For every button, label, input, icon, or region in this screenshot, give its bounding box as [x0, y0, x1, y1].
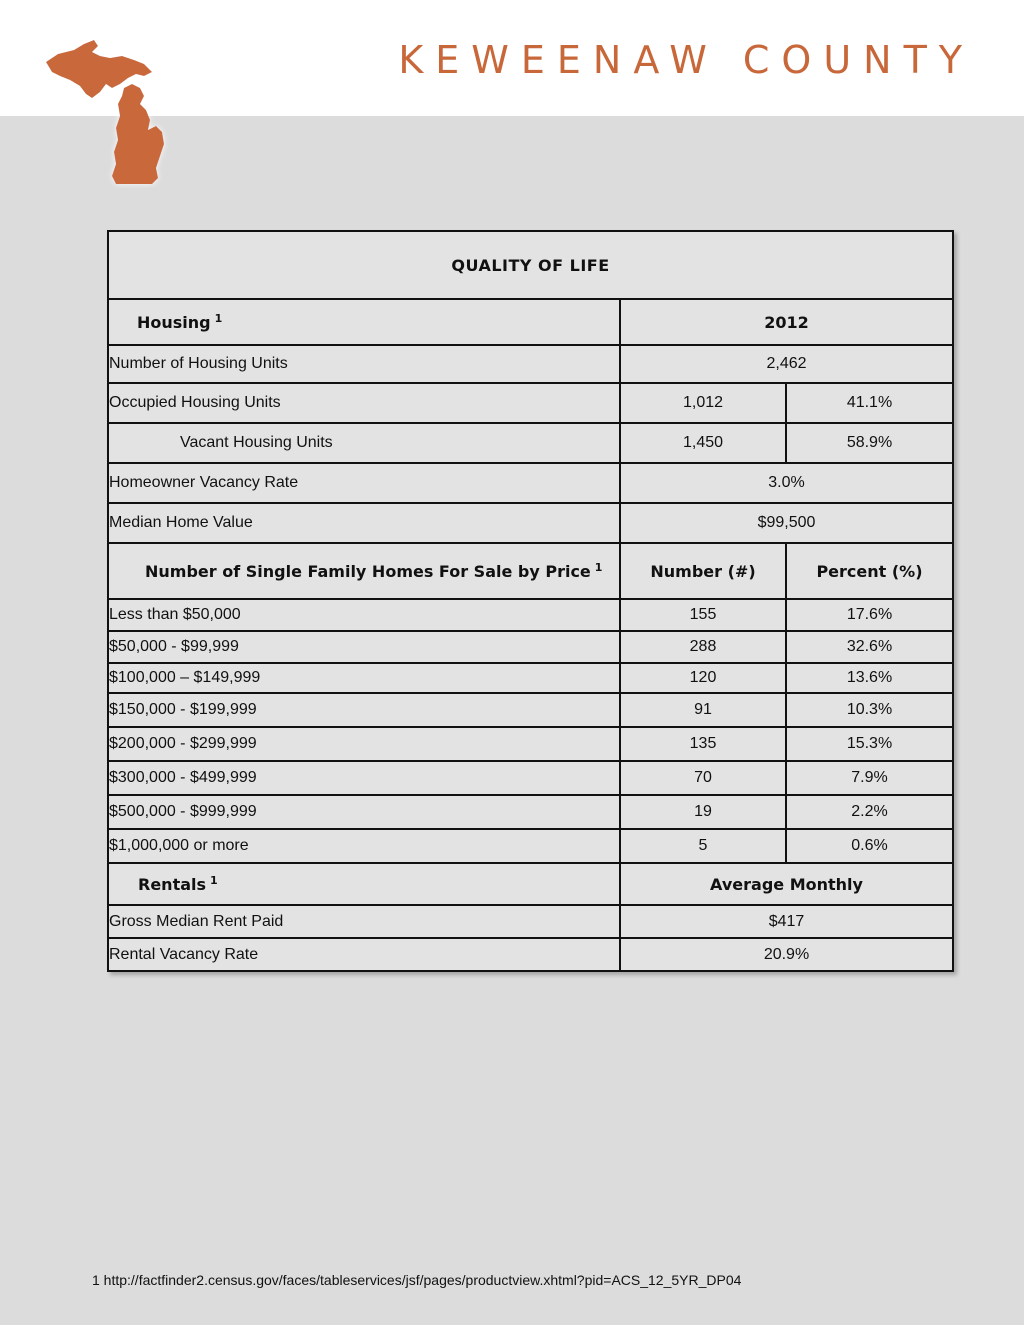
table-title: QUALITY OF LIFE	[108, 231, 953, 299]
row-value: 20.9%	[620, 938, 953, 971]
housing-heading-cell	[108, 299, 620, 345]
for-sale-heading-cell	[108, 543, 620, 599]
table-row	[108, 383, 953, 423]
row-value: $417	[620, 905, 953, 938]
table-row	[108, 795, 953, 829]
row-percent: 15.3%	[786, 727, 953, 761]
for-sale-heading: Number of Single Family Homes For Sale by Price	[145, 562, 591, 581]
row-percent: 13.6%	[786, 663, 953, 693]
row-label: Vacant Housing Units	[108, 423, 620, 463]
table-row	[108, 631, 953, 663]
table-title-row	[108, 231, 953, 299]
table-row	[108, 463, 953, 503]
rentals-heading: Rentals	[138, 875, 207, 894]
housing-heading: Housing	[137, 313, 211, 332]
footnote-mark: 1	[210, 874, 218, 887]
row-label: $50,000 - $99,999	[108, 631, 620, 663]
row-label: Median Home Value	[108, 503, 620, 543]
row-number: 19	[620, 795, 786, 829]
row-percent: 10.3%	[786, 693, 953, 727]
table-row	[108, 938, 953, 971]
footnote-mark: 1	[594, 561, 603, 574]
row-value: 1,012	[620, 383, 786, 423]
percent-column-header: Percent (%)	[786, 543, 953, 599]
number-column-header: Number (#)	[620, 543, 786, 599]
footnote-mark: 1	[214, 312, 223, 325]
table-row	[108, 663, 953, 693]
row-label: Occupied Housing Units	[108, 383, 620, 423]
housing-year: 2012	[620, 299, 953, 345]
row-label: $150,000 - $199,999	[108, 693, 620, 727]
row-label: $200,000 - $299,999	[108, 727, 620, 761]
row-label: $500,000 - $999,999	[108, 795, 620, 829]
row-label: $1,000,000 or more	[108, 829, 620, 863]
row-label: Number of Housing Units	[108, 345, 620, 383]
table-row	[108, 423, 953, 463]
row-number: 120	[620, 663, 786, 693]
row-number: 135	[620, 727, 786, 761]
michigan-map-icon	[40, 36, 200, 188]
row-number: 155	[620, 599, 786, 631]
row-percent: 32.6%	[786, 631, 953, 663]
row-percent: 41.1%	[786, 383, 953, 423]
row-number: 91	[620, 693, 786, 727]
row-label: $300,000 - $499,999	[108, 761, 620, 795]
table-row	[108, 829, 953, 863]
row-percent: 2.2%	[786, 795, 953, 829]
quality-of-life-table	[107, 230, 954, 972]
row-label: Gross Median Rent Paid	[108, 905, 620, 938]
rentals-heading-cell	[108, 863, 620, 905]
for-sale-header-row	[108, 543, 953, 599]
table-row	[108, 693, 953, 727]
row-value: 1,450	[620, 423, 786, 463]
average-monthly-header: Average Monthly	[620, 863, 953, 905]
table-row	[108, 503, 953, 543]
rentals-header-row	[108, 863, 953, 905]
row-percent: 0.6%	[786, 829, 953, 863]
row-label: Rental Vacancy Rate	[108, 938, 620, 971]
source-footnote: 1 http://factfinder2.census.gov/faces/tableservices/jsf/pages/productview.xhtml?pid=ACS_12_5YR_DP04	[92, 1272, 742, 1288]
row-percent: 17.6%	[786, 599, 953, 631]
row-percent: 7.9%	[786, 761, 953, 795]
row-label: Less than $50,000	[108, 599, 620, 631]
row-value: 3.0%	[620, 463, 953, 503]
row-label: Homeowner Vacancy Rate	[108, 463, 620, 503]
table-row	[108, 761, 953, 795]
table-row	[108, 727, 953, 761]
row-number: 288	[620, 631, 786, 663]
row-value: 2,462	[620, 345, 953, 383]
county-title: KEWEENAW COUNTY	[398, 38, 974, 82]
housing-header-row	[108, 299, 953, 345]
row-number: 5	[620, 829, 786, 863]
table-row	[108, 345, 953, 383]
row-percent: 58.9%	[786, 423, 953, 463]
table-row	[108, 599, 953, 631]
row-number: 70	[620, 761, 786, 795]
row-value: $99,500	[620, 503, 953, 543]
row-label: $100,000 – $149,999	[108, 663, 620, 693]
table-row	[108, 905, 953, 938]
